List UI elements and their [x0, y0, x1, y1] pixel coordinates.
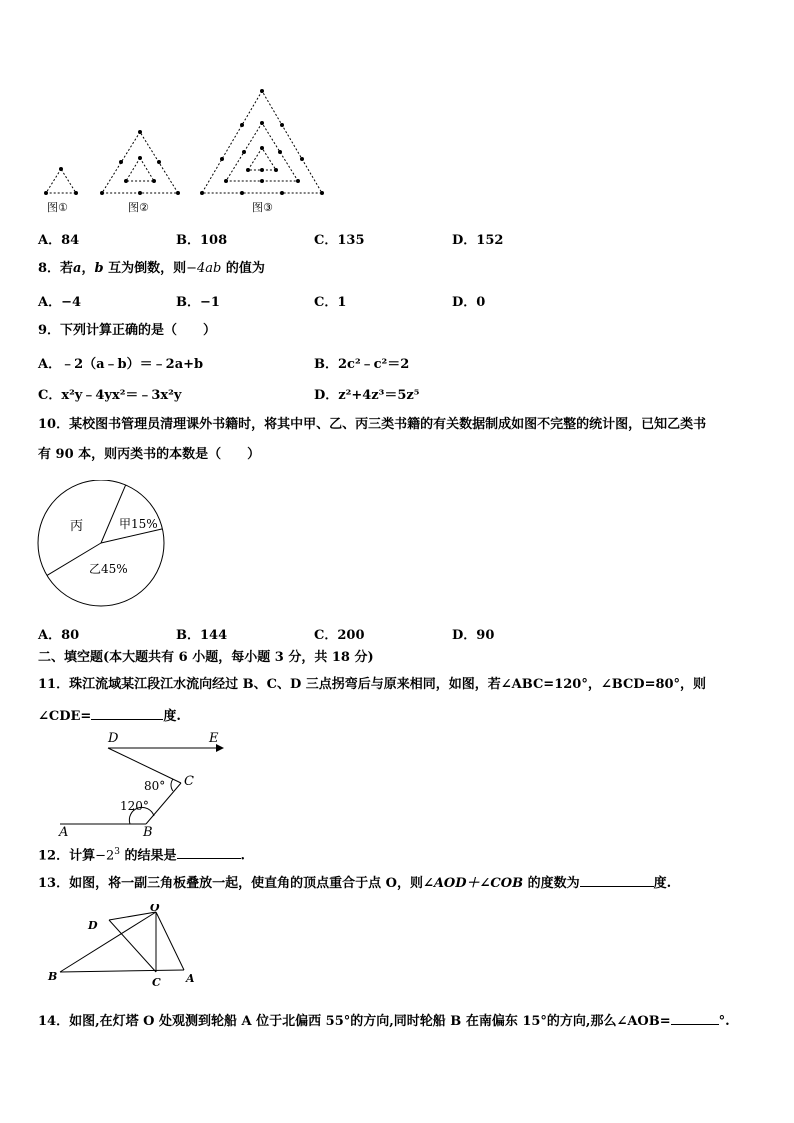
q9-option-b: B．2c²﹣c²＝2	[314, 357, 410, 372]
q11-stem-line2: ∠CDE= 度.	[38, 709, 181, 724]
pie-label-yi: 乙45%	[89, 562, 128, 576]
point-a-label-13: A	[186, 972, 195, 985]
angle-120-label: 120°	[120, 799, 149, 813]
q12-answer-blank[interactable]	[177, 846, 241, 859]
q11-stem-line1: 11．珠江流域某江段江水流向经过 B、C、D 三点拐弯后与原来相同，如图，若∠ABC=120°，∠BCD=80°，则	[38, 677, 707, 692]
figure-caption-3: 图③	[252, 201, 273, 214]
triangle-figure-3	[200, 89, 324, 195]
q8-option-d: D．0	[452, 295, 486, 310]
q7-option-a: A．84	[38, 233, 80, 248]
q10-stem-line1: 10．某校图书管理员清理课外书籍时，将其中甲、乙、丙三类书籍的有关数据制成如图不完整的统计图，已知乙类书	[38, 417, 707, 432]
q12-exponent: 3	[114, 847, 120, 857]
q8-stem: 8．若a，b 互为倒数，则−4ab 的值为	[38, 261, 265, 276]
point-d-label-13: D	[88, 919, 98, 932]
q7-option-c: C．135	[314, 233, 365, 248]
q12-expression: −2	[95, 848, 115, 864]
q12-stem: 12．计算$-2^3$ 的结果是 .	[38, 847, 246, 864]
q10-option-b: B．144	[176, 628, 228, 643]
q13-answer-blank[interactable]	[580, 874, 654, 887]
q7-option-b: B．108	[176, 233, 228, 248]
q14-answer-blank[interactable]	[671, 1012, 719, 1025]
q13-figure	[44, 904, 204, 990]
q10-option-d: D．90	[452, 628, 495, 643]
q10-stem-line2: 有 90 本，则丙类书的本数是（ ）	[38, 447, 261, 462]
q13-stem: 13．如图，将一副三角板叠放一起，使直角的顶点重合于点 O，则∠AOD＋∠COB 的度数为 度.	[38, 876, 672, 891]
q11-figure	[56, 728, 236, 838]
q8-option-a: A．−4	[38, 295, 82, 310]
q10-option-a: A．80	[38, 628, 80, 643]
point-d-label: D	[108, 731, 119, 746]
q8-option-b: B．−1	[176, 295, 220, 310]
angle-80-label: 80°	[144, 779, 166, 793]
point-e-label: E	[209, 731, 219, 746]
q11-answer-blank[interactable]	[91, 707, 163, 720]
q9-option-c: C．x²y﹣4yx²＝﹣3x²y	[38, 388, 182, 403]
point-b-label-13: B	[48, 970, 58, 983]
point-a-label: A	[59, 825, 69, 838]
pie-label-bing: 丙	[70, 519, 84, 534]
q7-option-d: D．152	[452, 233, 504, 248]
pie-label-jia: 甲15%	[119, 517, 158, 531]
section-title: 二、填空题(本大题共有 6 小题，每小题 3 分，共 18 分)	[38, 650, 374, 665]
triangle-figure-1	[44, 167, 78, 195]
q7-figure	[30, 80, 350, 220]
q9-option-a: A．﹣2（a﹣b）＝﹣2a+b	[38, 357, 204, 372]
figure-caption-1: 图①	[47, 201, 68, 214]
point-c-label: C	[184, 774, 194, 789]
point-c-label-13: C	[152, 976, 161, 989]
figure-caption-2: 图②	[128, 201, 149, 214]
q9-option-d: D．z²+4z³＝5z⁵	[314, 388, 420, 403]
q8-expression: −4ab	[186, 261, 222, 276]
pie-chart	[36, 480, 168, 608]
q8-option-c: C．1	[314, 295, 347, 310]
q9-stem: 9．下列计算正确的是（ ）	[38, 323, 217, 338]
q13-expression: ∠AOD＋∠COB	[422, 876, 524, 891]
point-o-label: O	[150, 904, 160, 914]
triangle-figure-2	[100, 130, 180, 195]
point-b-label: B	[143, 825, 153, 838]
q10-option-c: C．200	[314, 628, 365, 643]
q14-stem: 14．如图,在灯塔 O 处观测到轮船 A 位于北偏西 55°的方向,同时轮船 B 在南偏东 15°的方向,那么∠AOB= °.	[38, 1014, 730, 1029]
